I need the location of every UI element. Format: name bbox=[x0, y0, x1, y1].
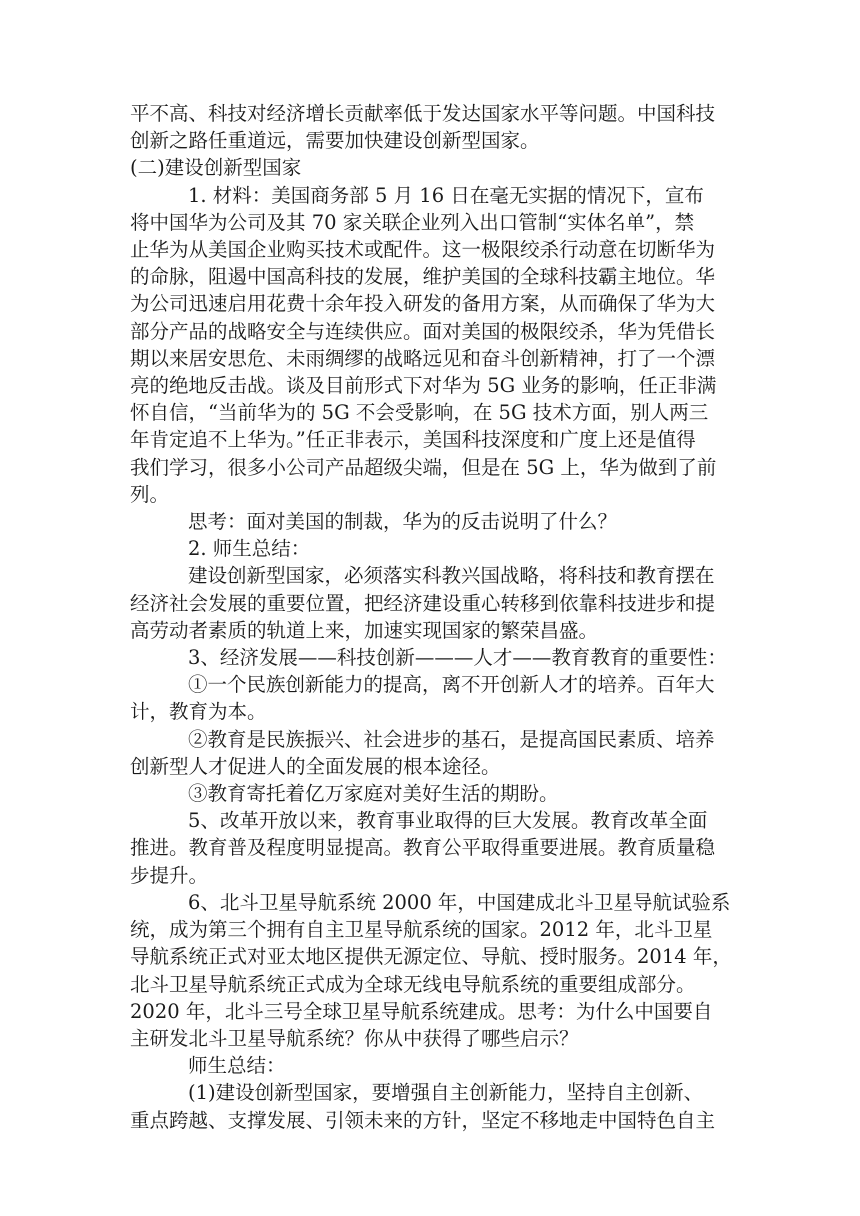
text-line: 亮的绝地反击战。谈及目前形式下对华为 5G 业务的影响，任正非满 bbox=[130, 374, 717, 398]
text-line: 部分产品的战略安全与连续供应。面对美国的极限绞杀，华为凭借长 bbox=[130, 319, 716, 343]
text-line: 主研发北斗卫星导航系统？你从中获得了哪些启示？ bbox=[130, 1026, 579, 1050]
paragraph-last bbox=[130, 1079, 732, 1133]
text-line: 导航系统正式对亚太地区提供无源定位、导航、授时服务。2014 年， bbox=[130, 945, 732, 969]
paragraph-point-5 bbox=[130, 807, 732, 889]
section-heading: (二)建设创新型国家 bbox=[130, 156, 302, 180]
paragraph-summary-heading: 2. 师生总结： bbox=[188, 537, 311, 561]
text-line: 建设创新型国家，必须落实科教兴国战略，将科技和教育摆在 bbox=[188, 564, 715, 588]
text-line: 我们学习，很多小公司产品超级尖端，但是在 5G 上，华为做到了前 bbox=[130, 455, 717, 479]
text-line: ②教育是民族振兴、社会进步的基石，是提高国民素质、培养 bbox=[188, 727, 715, 751]
text-line: 的命脉，阻遏中国高科技的发展，维护美国的全球科技霸主地位。华 bbox=[130, 265, 716, 289]
paragraph-intro-continuation bbox=[130, 100, 732, 154]
paragraph-think: 思考：面对美国的制裁，华为的反击说明了什么？ bbox=[188, 510, 618, 534]
paragraph-material bbox=[130, 182, 732, 508]
text-line: 统，成为第三个拥有自主卫星导航系统的国家。2012 年，北斗卫星 bbox=[130, 918, 713, 942]
paragraph-point-3: 3、经济发展——科技创新———人才——教育教育的重要性： bbox=[188, 646, 727, 670]
paragraph-summary bbox=[130, 562, 732, 644]
text-line: 创新之路任重道远，需要加快建设创新型国家。 bbox=[130, 129, 540, 153]
text-line: 北斗卫星导航系统正式成为全球无线电导航系统的重要组成部分。 bbox=[130, 972, 696, 996]
text-line: 止华为从美国企业购买技术或配件。这一极限绞杀行动意在切断华为 bbox=[130, 238, 716, 262]
text-line: 将中国华为公司及其 70 家关联企业列入出口管制“实体名单”，禁 bbox=[130, 210, 695, 234]
paragraph-summary2-heading: 师生总结： bbox=[188, 1054, 286, 1078]
text-line: 1. 材料：美国商务部 5 月 16 日在毫无实据的情况下，宣布 bbox=[188, 183, 704, 207]
paragraph-item-2 bbox=[130, 726, 732, 780]
text-line: 怀自信，“当前华为的 5G 不会受影响，在 5G 技术方面，别人两三 bbox=[130, 401, 709, 425]
text-line: 5、改革开放以来，教育事业取得的巨大发展。教育改革全面 bbox=[188, 809, 708, 833]
text-line: ①一个民族创新能力的提高，离不开创新人才的培养。百年大 bbox=[188, 673, 715, 697]
paragraph-item-1 bbox=[130, 671, 732, 725]
text-line: 2020 年，北斗三号全球卫星导航系统建成。思考：为什么中国要自 bbox=[130, 999, 713, 1023]
text-line: 6、北斗卫星导航系统 2000 年，中国建成北斗卫星导航试验系 bbox=[188, 890, 731, 914]
text-line: 步提升。 bbox=[130, 863, 209, 887]
text-line: (1)建设创新型国家，要增强自主创新能力，坚持自主创新、 bbox=[188, 1081, 704, 1105]
text-line: 为公司迅速启用花费十余年投入研发的备用方案，从而确保了华为大 bbox=[130, 292, 716, 316]
paragraph-item-3: ③教育寄托着亿万家庭对美好生活的期盼。 bbox=[188, 782, 559, 806]
text-line: 平不高、科技对经济增长贡献率低于发达国家水平等问题。中国科技 bbox=[130, 102, 716, 125]
text-line: 期以来居安思危、未雨绸缪的战略远见和奋斗创新精神，打了一个漂 bbox=[130, 346, 716, 370]
text-line: 年肯定追不上华为。”任正非表示，美国科技深度和广度上还是值得 bbox=[130, 428, 696, 452]
text-line: 高劳动者素质的轨道上来，加速实现国家的繁荣昌盛。 bbox=[130, 618, 599, 642]
text-line: 重点跨越、支撑发展、引领未来的方针，坚定不移地走中国特色自主 bbox=[130, 1108, 716, 1132]
document-body bbox=[130, 100, 732, 1134]
text-line: 计，教育为本。 bbox=[130, 700, 267, 724]
text-line: 推进。教育普及程度明显提高。教育公平取得重要进展。教育质量稳 bbox=[130, 836, 716, 860]
text-line: 经济社会发展的重要位置，把经济建设重心转移到依靠科技进步和提 bbox=[130, 591, 716, 615]
text-line: 列。 bbox=[130, 482, 170, 506]
text-line: 创新型人才促进人的全面发展的根本途径。 bbox=[130, 754, 501, 778]
paragraph-point-6 bbox=[130, 889, 732, 1052]
